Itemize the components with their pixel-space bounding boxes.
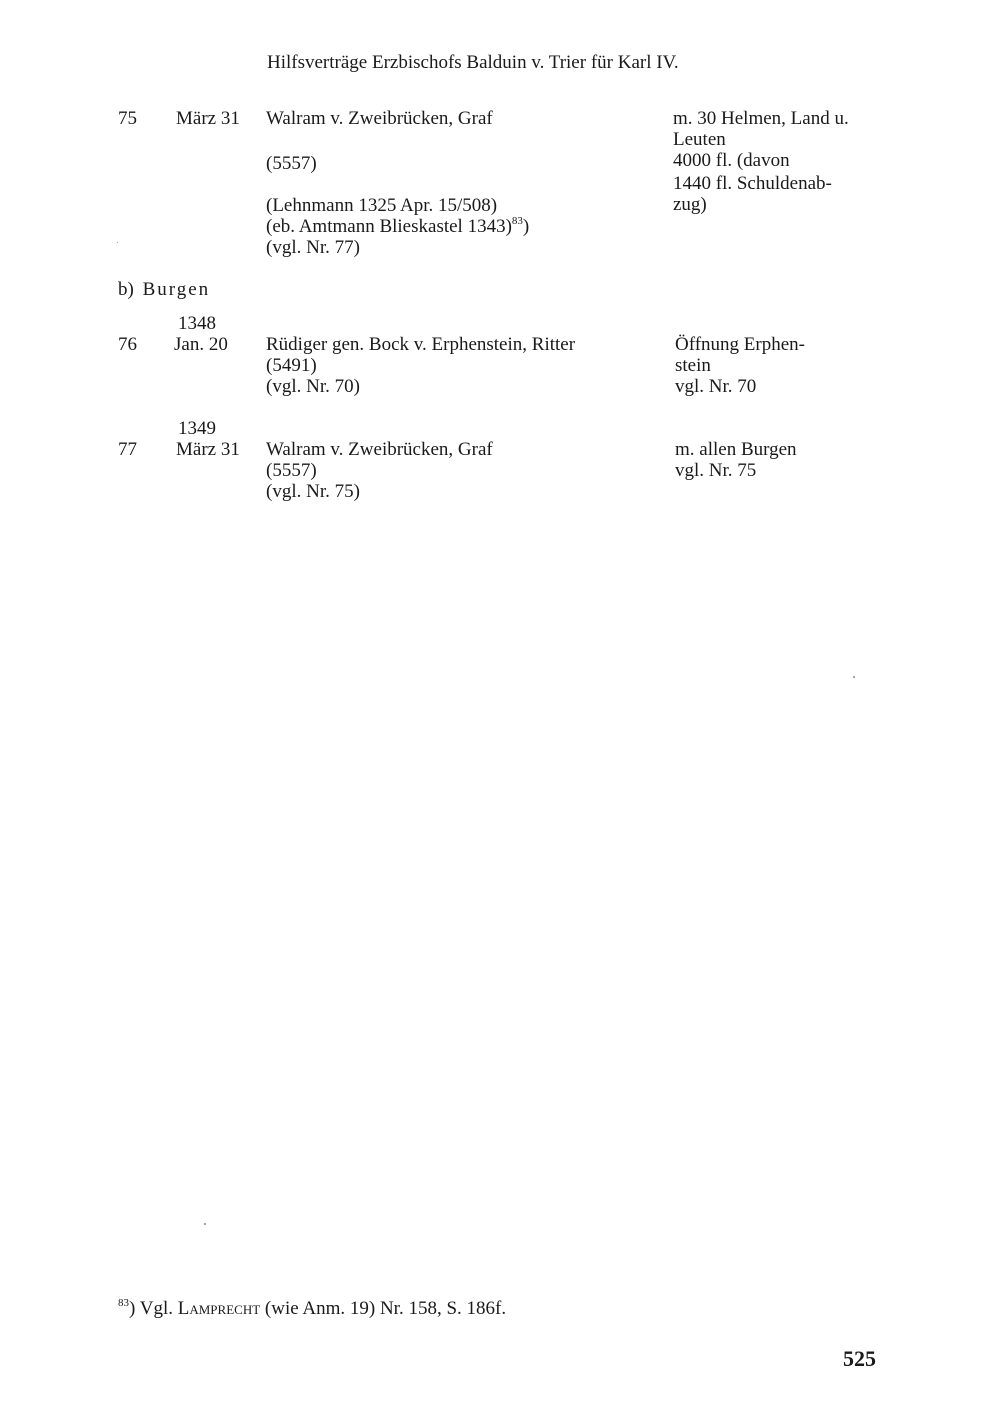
entry-ref: (5491) bbox=[266, 355, 317, 376]
entry-year: 1348 bbox=[178, 313, 216, 334]
entry-note: (vgl. Nr. 70) bbox=[266, 376, 360, 397]
entry-year: 1349 bbox=[178, 418, 216, 439]
scan-speck bbox=[853, 676, 855, 678]
entry-note: (Lehnmann 1325 Apr. 15/508) bbox=[266, 195, 498, 216]
entry-ref: (5557) bbox=[266, 460, 317, 481]
footnote-author: Lamprecht bbox=[177, 1298, 261, 1319]
entry-note: (vgl. Nr. 75) bbox=[266, 481, 360, 502]
footnote: $^{83}$) Vgl. Lamprecht (wie Anm. 19) Nr. 158, S. 186f. bbox=[118, 1297, 507, 1319]
entry-terms-line: stein bbox=[675, 355, 711, 376]
entry-note: (vgl. Nr. 77) bbox=[266, 237, 360, 258]
entry-terms-line: vgl. Nr. 75 bbox=[675, 460, 757, 481]
running-header: Hilfsverträge Erzbischofs Balduin v. Trier für Karl IV. bbox=[267, 52, 679, 73]
entry-name: Rüdiger gen. Bock v. Erphenstein, Ritter bbox=[266, 334, 576, 355]
entry-terms-line: 4000 fl. (davon bbox=[673, 150, 790, 171]
entry-terms-line: Leuten bbox=[673, 129, 726, 150]
entry-terms-line: Öffnung Erphen- bbox=[675, 334, 805, 355]
footnote-prefix: Vgl. bbox=[139, 1298, 173, 1319]
entry-terms-line: vgl. Nr. 70 bbox=[675, 376, 757, 397]
entry-name: Walram v. Zweibrücken, Graf bbox=[266, 439, 493, 460]
entry-terms-line: 1440 fl. Schuldenab- bbox=[673, 173, 832, 194]
entry-ref: (5557) bbox=[266, 153, 317, 174]
entry-terms-line: m. allen Burgen bbox=[675, 439, 797, 460]
entry-terms-line: m. 30 Helmen, Land u. bbox=[673, 108, 849, 129]
entry-date: März 31 bbox=[176, 439, 240, 460]
page-number: 525 bbox=[843, 1346, 876, 1371]
footnote-ref[interactable]: 83 bbox=[511, 215, 523, 227]
entry-note: (eb. Amtmann Blieskastel 1343)$^{83}$) bbox=[266, 215, 530, 237]
entry-date: März 31 bbox=[176, 108, 240, 129]
section-title: Burgen bbox=[142, 279, 211, 300]
section-heading: b) Burgen bbox=[118, 279, 211, 300]
scan-speck bbox=[204, 1223, 206, 1225]
entry-terms-line: zug) bbox=[673, 194, 707, 215]
entry-number: 75 bbox=[118, 108, 137, 129]
footnote-text: (wie Anm. 19) Nr. 158, S. 186f. bbox=[264, 1298, 507, 1319]
scan-speck bbox=[117, 242, 118, 243]
footnote-marker: 83 bbox=[118, 1297, 129, 1309]
entry-number: 76 bbox=[118, 334, 137, 355]
entry-name: Walram v. Zweibrücken, Graf bbox=[266, 108, 493, 129]
entry-number: 77 bbox=[118, 439, 137, 460]
entry-date: Jan. 20 bbox=[174, 334, 228, 355]
